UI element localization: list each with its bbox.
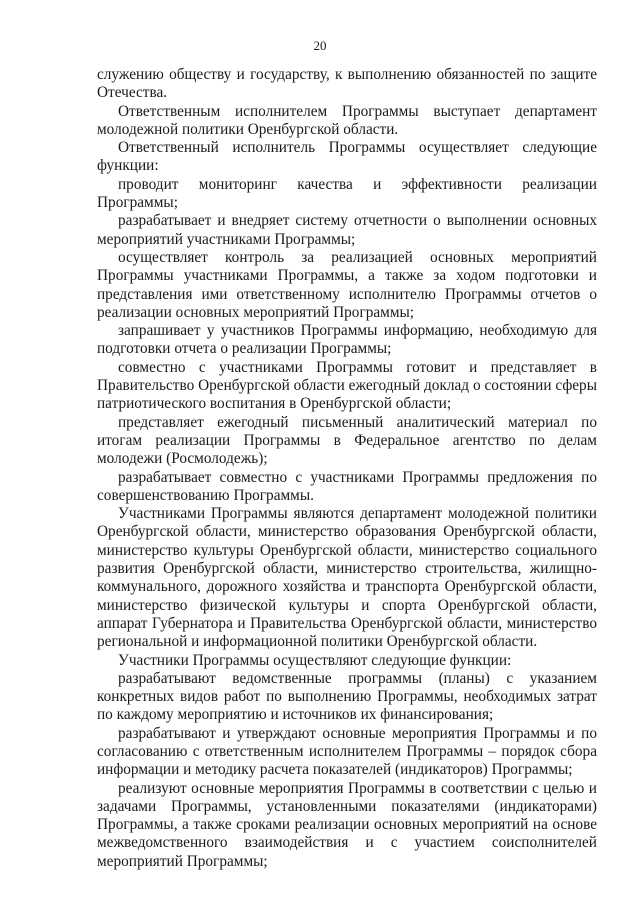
paragraph: Ответственный исполнитель Программы осуществляет следующие функции:	[97, 139, 597, 175]
paragraph: осуществляет контроль за реализацией основных мероприятий Программы участниками Программы, а также за ходом подготовки и представления ими ответственному исполнителю Программы отчетов о реализации основных мероприятий Программы;	[97, 248, 597, 321]
paragraph: служению обществу и государству, к выполнению обязанностей по защите Отечества.	[97, 66, 597, 102]
paragraph: Ответственным исполнителем Программы выступает департамент молодежной политики Оренбургской области.	[97, 102, 597, 138]
paragraph: представляет ежегодный письменный аналитический материал по итогам реализации Программы в Федеральное агентство по делам молодежи (Росмолодежь);	[97, 413, 597, 468]
paragraph: Участниками Программы являются департамент молодежной политики Оренбургской области, министерство образования Оренбургской области, министерство культуры Оренбургской области, министерство социального развития Оренбургской области, министерство строительства, жилищно-коммунального, дорожного хозяйства и транспорта Оренбургской области, министерство физической культуры и спорта Оренбургской области, аппарат Губернатора и Правительства Оренбургской области, министерство региональной и информационной политики Оренбургской области.	[97, 505, 597, 651]
paragraph: проводит мониторинг качества и эффективности реализации Программы;	[97, 175, 597, 212]
page-number: 20	[313, 38, 327, 53]
paragraph: запрашивает у участников Программы информацию, необходимую для подготовки отчета о реализации Программы;	[97, 322, 597, 358]
paragraph: разрабатывает и внедряет систему отчетности о выполнении основных мероприятий участниками Программы;	[97, 212, 597, 248]
paragraph: разрабатывают и утверждают основные мероприятия Программы и по согласованию с ответственным исполнителем Программы – порядок сбора информации и методику расчета показателей (индикаторов) Программы;	[97, 724, 597, 779]
document-body	[97, 66, 597, 871]
paragraph: совместно с участниками Программы готовит и представляет в Правительство Оренбургской области ежегодный доклад о состоянии сферы патриотического воспитания в Оренбургской области;	[97, 358, 597, 413]
paragraph: реализуют основные мероприятия Программы в соответствии с целью и задачами Программы, установленными показателями (индикаторами) Программы, а также сроками реализации основных мероприятий на основе межведомственного взаимодействия и с участием соисполнителей мероприятий Программы;	[97, 779, 597, 870]
paragraph: Участники Программы осуществляют следующие функции:	[118, 651, 512, 669]
paragraph: разрабатывает совместно с участниками Программы предложения по совершенствованию Программы.	[97, 468, 597, 504]
paragraph: разрабатывают ведомственные программы (планы) с указанием конкретных видов работ по выполнению Программы, необходимых затрат по каждому мероприятию и источников их финансирования;	[97, 669, 597, 724]
